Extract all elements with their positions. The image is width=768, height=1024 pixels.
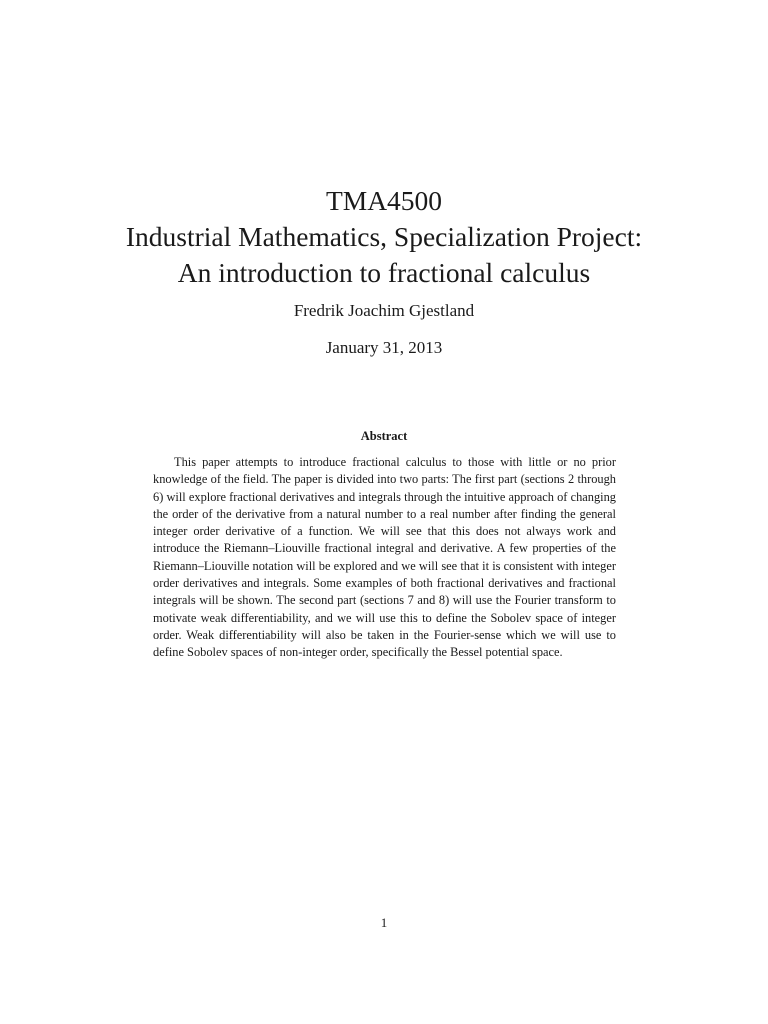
course-code: TMA4500 [325, 185, 443, 216]
paper-subtitle: An introduction to fractional calculus [177, 257, 591, 288]
page-number: 1 [380, 915, 388, 930]
author-name: Fredrik Joachim Gjestland [293, 301, 475, 320]
project-title: Industrial Mathematics, Specialization Project: [125, 221, 643, 252]
abstract-body: This paper attempts to introduce fractional calculus to those with little or no prior knowledge of the field. The paper is divided into two parts: The first part (sections 2 through 6) will explore fractional derivatives and integrals through the intuitive approach of changing the order of the derivative from a natural number to a real number after finding the general integer order derivative of a function. We will see that this does not always work and introduce the Riemann–Liouville fractional integral and derivative. A few properties of the Riemann–Liouville notation will be explored and we will see that it is consistent with integer order derivatives and integrals. Some examples of both fractional derivatives and fractional integrals will be shown. The second part (sections 7 and 8) will use the Fourier transform to motivate weak differentiability, and we will use this to define the Sobolev space of integer order. Weak differentiability will also be taken in the Fourier-sense which we will use to define Sobolev spaces of non-integer order, specifically the Bessel potential space. [153, 455, 616, 660]
abstract-heading: Abstract [360, 429, 408, 443]
publication-date: January 31, 2013 [325, 338, 443, 357]
paper-title [84, 183, 684, 291]
